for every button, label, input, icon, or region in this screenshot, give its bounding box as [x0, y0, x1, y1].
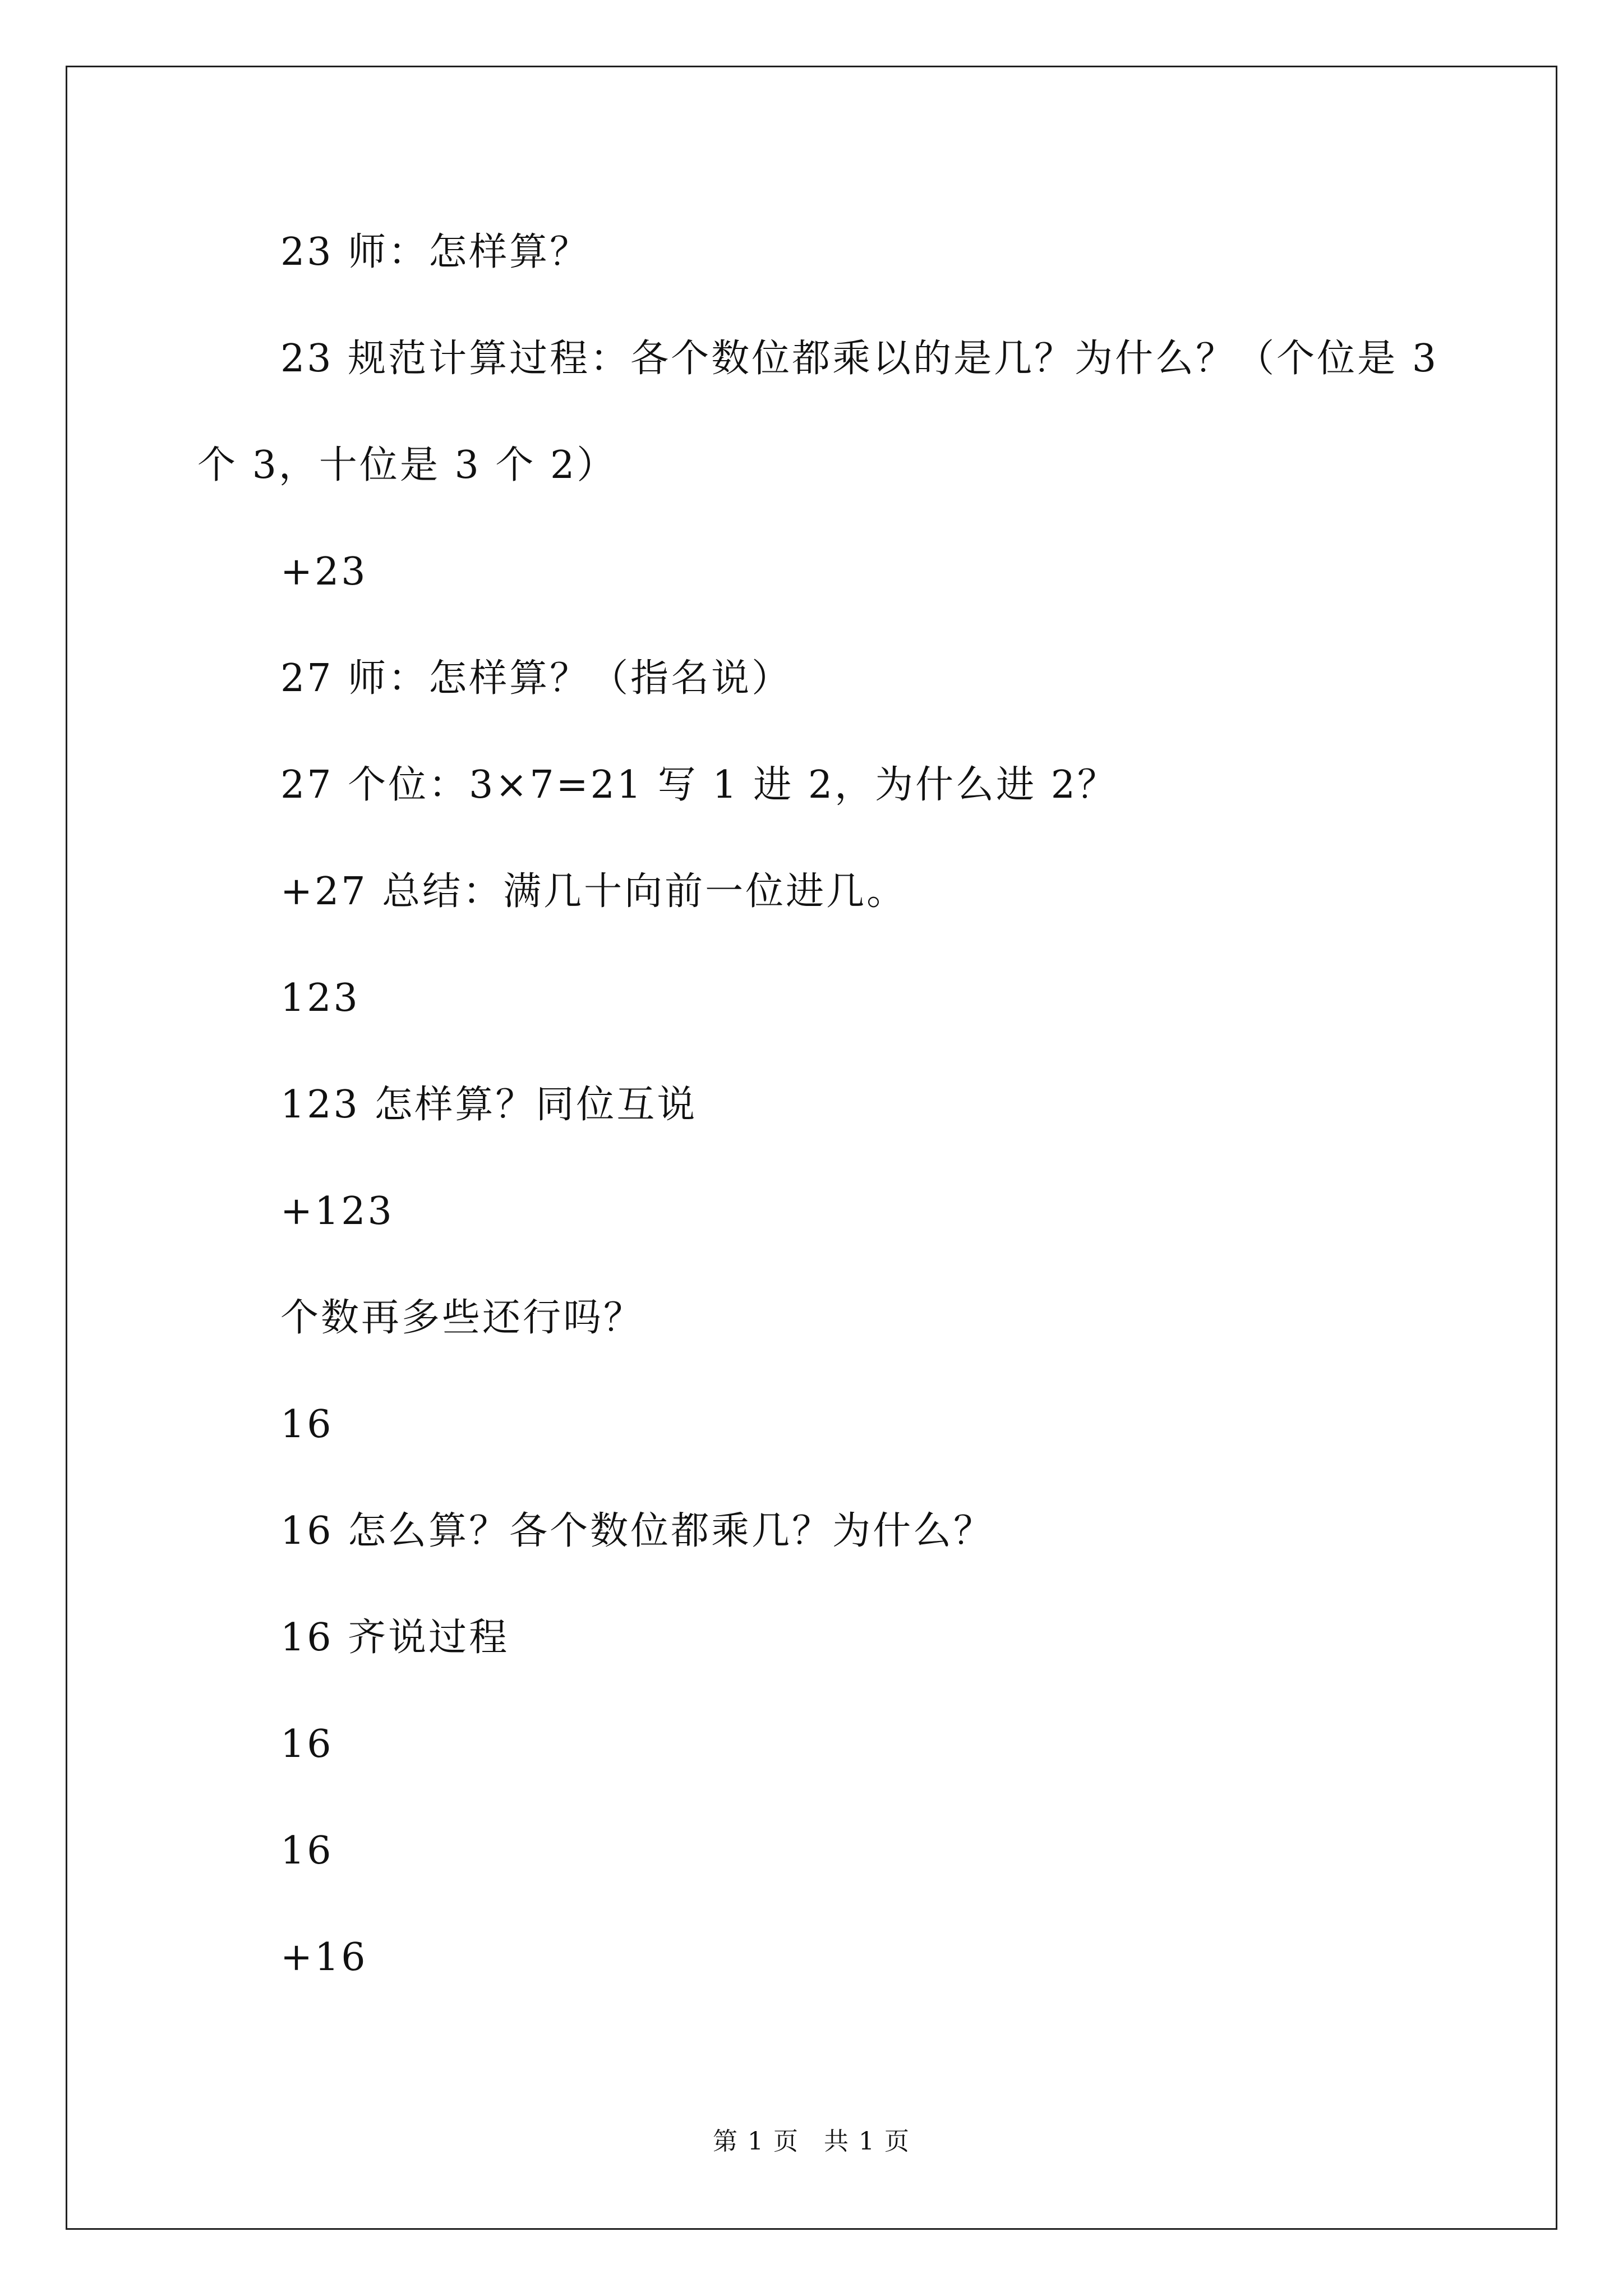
text-line: 23 规范计算过程：各个数位都乘以的是几？为什么？（个位是 3: [280, 337, 1439, 381]
text-line: +23: [280, 550, 368, 594]
text-line: 16 怎么算？各个数位都乘几？为什么？: [280, 1509, 994, 1553]
page-border: [66, 66, 1557, 2230]
text-line: 123: [280, 976, 360, 1020]
text-line: 16: [280, 1402, 334, 1447]
text-line-continued: 个 3，十位是 3 个 2）: [197, 443, 617, 487]
page-number-total: 共 1 页: [824, 2127, 910, 2156]
text-line: 23 师：怎样算？: [280, 230, 591, 274]
text-line: 16: [280, 1722, 334, 1766]
text-line: 16: [280, 1829, 334, 1873]
text-line: 个数再多些还行吗？: [280, 1296, 644, 1340]
page-footer: [0, 2126, 1623, 2157]
text-line: +27 总结：满几十向前一位进几。: [280, 869, 907, 914]
text-line: 123 怎样算？同位互说: [280, 1083, 698, 1127]
page-number-current: 第 1 页: [713, 2127, 799, 2156]
text-line: +16: [280, 1935, 368, 1980]
text-line: 27 个位：3×7=21 写 1 进 2，为什么进 2？: [280, 763, 1118, 807]
text-line: 27 师：怎样算？（指名说）: [280, 656, 792, 701]
text-line: 16 齐说过程: [280, 1616, 510, 1660]
text-line: +123: [280, 1189, 394, 1234]
